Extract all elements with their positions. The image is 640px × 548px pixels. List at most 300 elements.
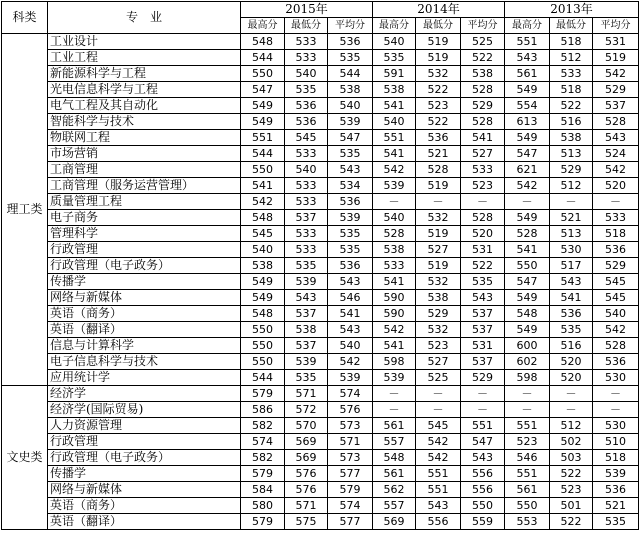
- score-cell: －: [593, 402, 639, 418]
- major-cell: 信息与计算科学: [48, 338, 241, 354]
- table-row: [2, 290, 639, 306]
- category-cell: 文史类: [2, 386, 48, 530]
- score-cell: 539: [285, 274, 328, 290]
- table-row: [2, 370, 639, 386]
- score-cell: 523: [461, 178, 505, 194]
- score-cell: 551: [505, 34, 550, 50]
- year-header: 2014年: [373, 2, 505, 18]
- score-cell: －: [461, 386, 505, 402]
- score-cell: 539: [328, 114, 373, 130]
- score-cell: 530: [550, 242, 593, 258]
- score-cell: 541: [373, 98, 416, 114]
- major-cell: 电子商务: [48, 210, 241, 226]
- major-cell: 网络与新媒体: [48, 482, 241, 498]
- major-cell: 管理科学: [48, 226, 241, 242]
- score-cell: －: [550, 402, 593, 418]
- score-cell: 550: [241, 338, 285, 354]
- category-cell: 理工类: [2, 34, 48, 386]
- year-header: 2015年: [241, 2, 373, 18]
- score-cell: 538: [241, 258, 285, 274]
- score-cell: 535: [550, 322, 593, 338]
- score-cell: 519: [416, 226, 461, 242]
- score-cell: 523: [416, 98, 461, 114]
- score-cell: 556: [416, 514, 461, 530]
- score-cell: 541: [550, 290, 593, 306]
- score-cell: 519: [416, 34, 461, 50]
- score-cell: 528: [416, 162, 461, 178]
- score-cell: －: [416, 386, 461, 402]
- score-cell: 528: [505, 226, 550, 242]
- major-cell: 行政管理（电子政务）: [48, 450, 241, 466]
- major-cell: 行政管理（电子政务）: [48, 258, 241, 274]
- score-cell: 550: [505, 258, 550, 274]
- table-row: [2, 434, 639, 450]
- score-cell: 522: [416, 114, 461, 130]
- score-cell: 541: [241, 178, 285, 194]
- table-row: [2, 194, 639, 210]
- score-cell: 543: [285, 290, 328, 306]
- score-cell: 549: [241, 98, 285, 114]
- score-cell: 518: [593, 226, 639, 242]
- score-cell: 540: [593, 306, 639, 322]
- table-row: [2, 82, 639, 98]
- score-cell: 540: [373, 34, 416, 50]
- score-cell: 539: [285, 354, 328, 370]
- score-cell: 532: [416, 274, 461, 290]
- score-cell: 532: [416, 322, 461, 338]
- score-cell: 536: [593, 242, 639, 258]
- score-cell: 576: [328, 402, 373, 418]
- score-cell: 535: [461, 274, 505, 290]
- score-cell: 533: [285, 50, 328, 66]
- score-cell: 547: [505, 274, 550, 290]
- score-cell: 533: [285, 194, 328, 210]
- score-cell: 532: [416, 210, 461, 226]
- score-cell: －: [550, 386, 593, 402]
- score-cell: 531: [593, 34, 639, 50]
- score-cell: 533: [373, 258, 416, 274]
- score-cell: 519: [416, 178, 461, 194]
- score-cell: 538: [461, 66, 505, 82]
- score-cell: 574: [241, 434, 285, 450]
- score-cell: 582: [241, 450, 285, 466]
- score-cell: 544: [241, 50, 285, 66]
- score-cell: 602: [505, 354, 550, 370]
- score-cell: 550: [505, 498, 550, 514]
- table-row: [2, 66, 639, 82]
- major-cell: 英语（商务）: [48, 498, 241, 514]
- major-cell: 光电信息科学与工程: [48, 82, 241, 98]
- score-cell: 536: [550, 306, 593, 322]
- table-row: [2, 306, 639, 322]
- score-cell: 538: [285, 322, 328, 338]
- score-cell: 613: [505, 114, 550, 130]
- score-cell: 542: [373, 162, 416, 178]
- score-cell: 549: [241, 114, 285, 130]
- score-cell: 573: [328, 418, 373, 434]
- score-cell: 525: [416, 370, 461, 386]
- score-cell: －: [416, 194, 461, 210]
- score-cell: 519: [416, 50, 461, 66]
- score-cell: 520: [550, 354, 593, 370]
- major-cell: 网络与新媒体: [48, 290, 241, 306]
- table-row: [2, 178, 639, 194]
- score-cell: 554: [505, 98, 550, 114]
- score-cell: 537: [285, 210, 328, 226]
- major-cell: 行政管理: [48, 434, 241, 450]
- category-header: 科类: [2, 2, 48, 34]
- score-cell: 541: [505, 242, 550, 258]
- major-cell: 新能源科学与工程: [48, 66, 241, 82]
- score-cell: 545: [593, 274, 639, 290]
- score-cell: 548: [505, 306, 550, 322]
- score-cell: 512: [550, 178, 593, 194]
- score-cell: 547: [505, 146, 550, 162]
- score-cell: 545: [285, 130, 328, 146]
- score-cell: －: [461, 194, 505, 210]
- table-row: [2, 210, 639, 226]
- score-cell: 535: [328, 226, 373, 242]
- table-row: [2, 498, 639, 514]
- score-cell: 551: [373, 130, 416, 146]
- score-cell: 571: [285, 498, 328, 514]
- score-cell: 577: [328, 514, 373, 530]
- score-cell: 543: [461, 450, 505, 466]
- table-row: [2, 50, 639, 66]
- score-cell: 502: [550, 434, 593, 450]
- score-cell: 553: [505, 514, 550, 530]
- score-cell: 516: [550, 114, 593, 130]
- score-cell: 535: [373, 50, 416, 66]
- major-cell: 人力资源管理: [48, 418, 241, 434]
- score-cell: 590: [373, 306, 416, 322]
- score-cell: 521: [416, 146, 461, 162]
- score-cell: 527: [416, 242, 461, 258]
- score-cell: 528: [461, 114, 505, 130]
- score-cell: 544: [328, 66, 373, 82]
- score-cell: 517: [550, 258, 593, 274]
- score-cell: 533: [461, 162, 505, 178]
- score-cell: 529: [416, 306, 461, 322]
- table-row: [2, 482, 639, 498]
- score-cell: 522: [550, 514, 593, 530]
- score-cell: 546: [328, 290, 373, 306]
- major-cell: 工业设计: [48, 34, 241, 50]
- table-row: [2, 322, 639, 338]
- table-row: [2, 514, 639, 530]
- score-cell: 545: [416, 418, 461, 434]
- score-cell: 529: [461, 370, 505, 386]
- score-cell: 550: [241, 354, 285, 370]
- score-cell: 537: [461, 322, 505, 338]
- table-row: [2, 450, 639, 466]
- score-cell: 533: [285, 242, 328, 258]
- score-cell: 525: [461, 34, 505, 50]
- score-cell: 533: [285, 34, 328, 50]
- score-cell: －: [373, 402, 416, 418]
- major-cell: 工商管理（服务运营管理）: [48, 178, 241, 194]
- score-cell: 545: [593, 290, 639, 306]
- score-cell: 535: [593, 514, 639, 530]
- score-subheader: 平均分: [593, 18, 639, 34]
- table-row: [2, 274, 639, 290]
- table-row: [2, 34, 639, 50]
- score-cell: 572: [285, 402, 328, 418]
- score-cell: －: [550, 194, 593, 210]
- score-cell: 576: [285, 466, 328, 482]
- score-cell: 536: [285, 114, 328, 130]
- score-cell: 519: [416, 258, 461, 274]
- score-cell: 561: [505, 482, 550, 498]
- score-cell: 571: [328, 434, 373, 450]
- score-cell: 536: [593, 354, 639, 370]
- score-cell: 549: [505, 322, 550, 338]
- table-row: [2, 130, 639, 146]
- score-subheader: 最低分: [416, 18, 461, 34]
- table-row: [2, 386, 639, 402]
- score-cell: 573: [328, 450, 373, 466]
- score-cell: 535: [285, 370, 328, 386]
- major-cell: 英语（翻译）: [48, 322, 241, 338]
- major-cell: 电气工程及其自动化: [48, 98, 241, 114]
- score-cell: 542: [241, 194, 285, 210]
- score-cell: 539: [373, 370, 416, 386]
- score-table: [1, 1, 639, 530]
- major-cell: 英语（商务）: [48, 306, 241, 322]
- score-cell: 551: [416, 482, 461, 498]
- score-cell: 543: [328, 162, 373, 178]
- table-row: [2, 402, 639, 418]
- score-cell: 600: [505, 338, 550, 354]
- score-cell: 544: [241, 370, 285, 386]
- score-cell: 533: [285, 178, 328, 194]
- score-cell: 533: [285, 226, 328, 242]
- year-header: 2013年: [505, 2, 639, 18]
- major-header: 专 业: [48, 2, 241, 34]
- table-row: [2, 114, 639, 130]
- score-cell: 535: [328, 242, 373, 258]
- score-cell: 541: [328, 306, 373, 322]
- score-cell: 548: [241, 34, 285, 50]
- score-cell: 542: [416, 434, 461, 450]
- table-row: [2, 338, 639, 354]
- score-cell: 543: [461, 290, 505, 306]
- score-cell: 535: [285, 258, 328, 274]
- score-cell: 522: [461, 258, 505, 274]
- major-cell: 行政管理: [48, 242, 241, 258]
- score-cell: 598: [505, 370, 550, 386]
- score-cell: 591: [373, 66, 416, 82]
- score-cell: 520: [550, 370, 593, 386]
- score-subheader: 最高分: [505, 18, 550, 34]
- score-cell: 537: [285, 306, 328, 322]
- score-cell: 551: [461, 418, 505, 434]
- table-row: [2, 354, 639, 370]
- score-cell: 621: [505, 162, 550, 178]
- score-cell: 549: [505, 210, 550, 226]
- score-cell: 550: [461, 498, 505, 514]
- score-cell: 550: [241, 162, 285, 178]
- table-row: [2, 242, 639, 258]
- score-cell: 528: [461, 82, 505, 98]
- score-cell: 523: [550, 482, 593, 498]
- score-cell: 547: [461, 434, 505, 450]
- score-cell: 529: [593, 258, 639, 274]
- table-row: [2, 162, 639, 178]
- score-cell: 571: [285, 386, 328, 402]
- score-cell: 538: [416, 290, 461, 306]
- score-cell: 542: [328, 354, 373, 370]
- score-cell: 539: [328, 370, 373, 386]
- table-row: [2, 98, 639, 114]
- score-cell: 541: [373, 338, 416, 354]
- score-cell: 522: [550, 98, 593, 114]
- score-cell: －: [505, 402, 550, 418]
- score-cell: 543: [550, 274, 593, 290]
- score-cell: 518: [550, 82, 593, 98]
- score-cell: 545: [241, 226, 285, 242]
- table-row: [2, 418, 639, 434]
- score-cell: －: [461, 402, 505, 418]
- score-cell: 523: [505, 434, 550, 450]
- score-cell: 570: [285, 418, 328, 434]
- score-cell: 528: [593, 338, 639, 354]
- score-cell: 535: [285, 82, 328, 98]
- score-cell: 543: [505, 50, 550, 66]
- score-cell: 541: [373, 274, 416, 290]
- score-cell: －: [593, 194, 639, 210]
- score-cell: 551: [505, 418, 550, 434]
- score-cell: 539: [328, 210, 373, 226]
- score-cell: 586: [241, 402, 285, 418]
- score-cell: 574: [328, 386, 373, 402]
- score-cell: 549: [505, 82, 550, 98]
- score-cell: 533: [550, 66, 593, 82]
- score-cell: 538: [373, 82, 416, 98]
- score-cell: 542: [593, 322, 639, 338]
- major-cell: 质量管理工程: [48, 194, 241, 210]
- score-cell: 531: [461, 242, 505, 258]
- table-row: [2, 146, 639, 162]
- score-cell: 540: [373, 114, 416, 130]
- score-cell: 542: [416, 450, 461, 466]
- score-cell: 549: [241, 290, 285, 306]
- score-cell: 503: [550, 450, 593, 466]
- major-cell: 传播学: [48, 466, 241, 482]
- score-cell: 527: [461, 146, 505, 162]
- score-cell: 528: [373, 226, 416, 242]
- score-cell: 528: [461, 210, 505, 226]
- score-cell: 518: [550, 34, 593, 50]
- score-cell: －: [593, 386, 639, 402]
- score-cell: 557: [373, 434, 416, 450]
- score-cell: 540: [241, 242, 285, 258]
- score-cell: 501: [550, 498, 593, 514]
- score-cell: 561: [373, 418, 416, 434]
- score-cell: 535: [328, 50, 373, 66]
- major-cell: 应用统计学: [48, 370, 241, 386]
- score-cell: －: [373, 386, 416, 402]
- score-cell: 549: [505, 290, 550, 306]
- score-cell: 538: [373, 242, 416, 258]
- score-cell: 536: [328, 194, 373, 210]
- score-cell: 579: [328, 482, 373, 498]
- score-cell: 520: [593, 178, 639, 194]
- score-cell: 539: [593, 466, 639, 482]
- score-cell: 559: [461, 514, 505, 530]
- score-cell: 576: [285, 482, 328, 498]
- score-cell: 528: [593, 114, 639, 130]
- score-cell: 574: [328, 498, 373, 514]
- score-cell: 533: [285, 146, 328, 162]
- score-cell: 540: [373, 210, 416, 226]
- score-cell: 538: [550, 130, 593, 146]
- score-cell: 536: [328, 258, 373, 274]
- score-cell: 529: [593, 82, 639, 98]
- score-cell: 550: [241, 322, 285, 338]
- score-cell: 530: [593, 418, 639, 434]
- score-cell: 519: [593, 50, 639, 66]
- score-cell: 540: [285, 66, 328, 82]
- score-cell: 523: [416, 338, 461, 354]
- score-cell: 548: [241, 210, 285, 226]
- score-cell: 522: [550, 466, 593, 482]
- score-cell: 569: [373, 514, 416, 530]
- score-cell: 590: [373, 290, 416, 306]
- score-cell: 542: [373, 322, 416, 338]
- score-cell: 522: [416, 82, 461, 98]
- score-cell: 547: [328, 130, 373, 146]
- score-cell: 537: [593, 98, 639, 114]
- score-cell: 548: [373, 450, 416, 466]
- score-cell: －: [416, 402, 461, 418]
- score-cell: 562: [373, 482, 416, 498]
- score-cell: 579: [241, 514, 285, 530]
- score-cell: 579: [241, 466, 285, 482]
- score-cell: 542: [593, 162, 639, 178]
- score-cell: 556: [461, 482, 505, 498]
- table-row: [2, 258, 639, 274]
- score-cell: 542: [505, 178, 550, 194]
- score-cell: 539: [373, 178, 416, 194]
- score-cell: 557: [373, 498, 416, 514]
- score-cell: －: [373, 194, 416, 210]
- score-cell: 584: [241, 482, 285, 498]
- score-cell: 538: [328, 82, 373, 98]
- major-cell: 电子信息科学与技术: [48, 354, 241, 370]
- score-cell: 569: [285, 450, 328, 466]
- score-cell: 522: [461, 50, 505, 66]
- score-cell: 510: [593, 434, 639, 450]
- score-cell: 516: [550, 338, 593, 354]
- score-cell: 546: [505, 450, 550, 466]
- score-cell: 537: [285, 338, 328, 354]
- score-cell: 577: [328, 466, 373, 482]
- score-cell: 556: [461, 466, 505, 482]
- table-header: [2, 2, 639, 34]
- score-cell: 529: [461, 98, 505, 114]
- score-cell: 513: [550, 226, 593, 242]
- score-cell: 548: [241, 306, 285, 322]
- score-cell: 550: [241, 66, 285, 82]
- score-cell: 547: [241, 82, 285, 98]
- score-cell: 561: [505, 66, 550, 82]
- score-cell: 513: [550, 146, 593, 162]
- score-cell: 579: [241, 386, 285, 402]
- score-cell: 533: [593, 210, 639, 226]
- score-cell: －: [505, 386, 550, 402]
- score-cell: 540: [328, 338, 373, 354]
